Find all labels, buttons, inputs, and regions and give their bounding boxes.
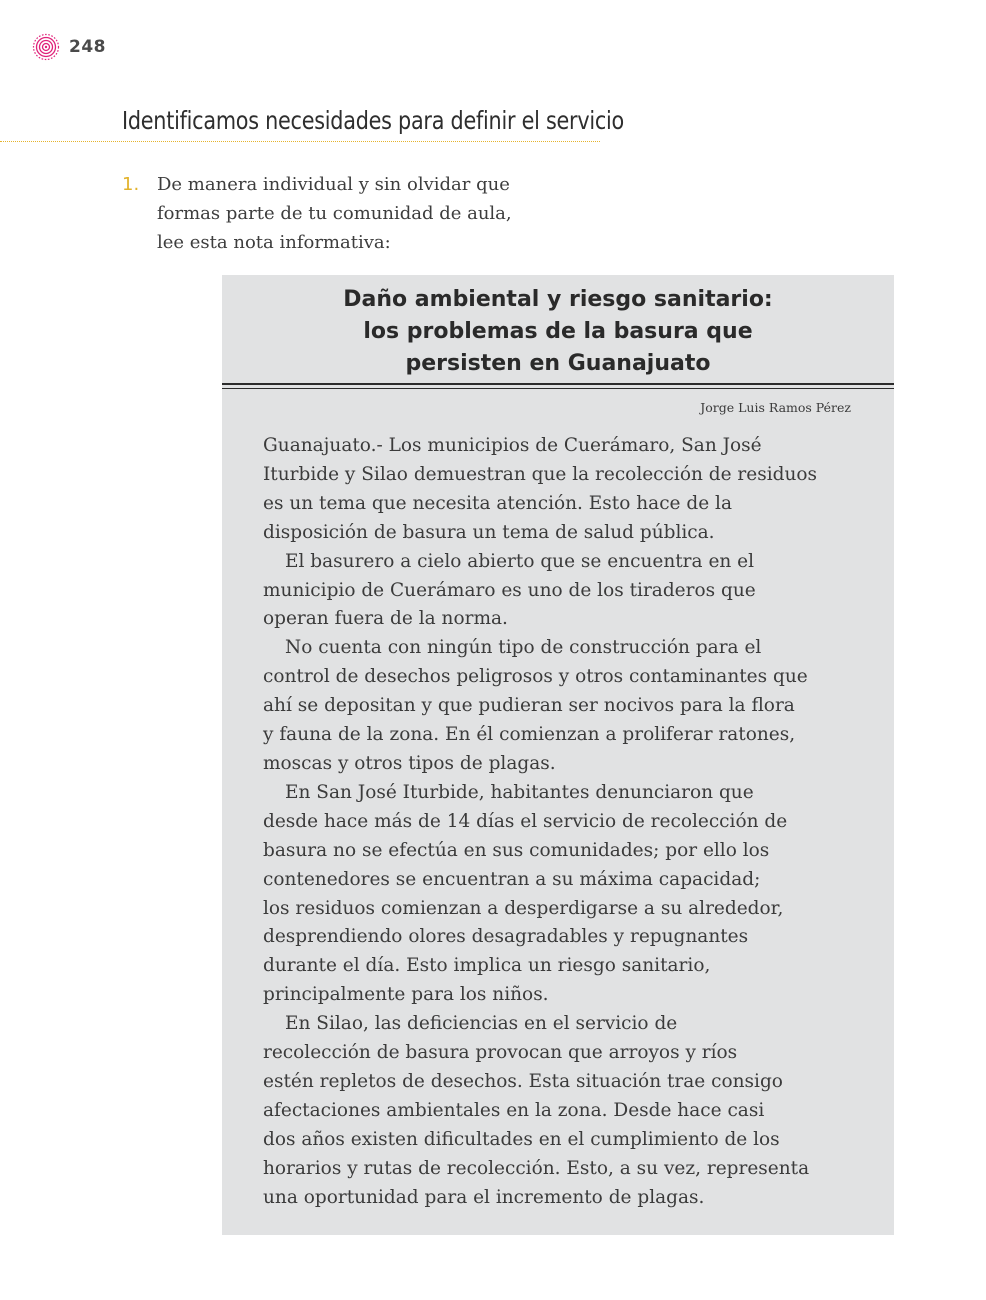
- article-paragraph: [263, 548, 863, 635]
- article-line: No cuenta con ningún tipo de construcción para el: [285, 637, 762, 659]
- article-line: En Silao, las deficiencias en el servicio de: [285, 1013, 678, 1035]
- article-author: Jorge Luis Ramos Pérez: [700, 400, 851, 415]
- page-number: 248: [69, 37, 106, 57]
- task-number: 1.: [122, 174, 140, 195]
- task-1: [122, 170, 577, 257]
- article-line: ahí se depositan y que pudieran ser nocivos para la flora: [263, 695, 795, 717]
- article-title-line: Daño ambiental y riesgo sanitario:: [343, 287, 773, 312]
- article-title-line: los problemas de la basura que: [363, 319, 753, 344]
- article-line: Iturbide y Silao demuestran que la recolección de residuos: [263, 463, 818, 485]
- article-line: moscas y otros tipos de plagas.: [263, 752, 556, 774]
- article-line: operan fuera de la norma.: [263, 608, 508, 630]
- news-article-box: [222, 275, 894, 1235]
- article-line: En San José Iturbide, habitantes denunciaron que: [285, 781, 754, 803]
- article-body: [263, 432, 863, 1212]
- task-instructions: [157, 170, 577, 257]
- article-line: una oportunidad para el incremento de plagas.: [263, 1186, 705, 1208]
- article-line: desde hace más de 14 días el servicio de recolección de: [263, 810, 788, 832]
- article-line: es un tema que necesita atención. Esto hace de la: [263, 492, 733, 514]
- section-title: Identificamos necesidades para definir el servicio: [122, 106, 625, 135]
- task-line: De manera individual y sin olvidar que: [157, 174, 510, 195]
- article-line: afectaciones ambientales en la zona. Desde hace casi: [263, 1099, 765, 1121]
- title-dotted-rule: [0, 141, 600, 142]
- article-line: Guanajuato.- Los municipios de Cuerámaro, San José: [263, 435, 762, 456]
- article-line: estén repletos de desechos. Esta situación trae consigo: [263, 1070, 783, 1092]
- article-paragraph: [263, 779, 863, 1010]
- article-line: contenedores se encuentran a su máxima capacidad;: [263, 868, 761, 890]
- article-line: El basurero a cielo abierto que se encuentra en el: [285, 550, 755, 572]
- article-line: control de desechos peligrosos y otros contaminantes que: [263, 666, 808, 688]
- article-header: [222, 275, 894, 385]
- article-line: basura no se efectúa en sus comunidades; por ello los: [263, 839, 770, 861]
- article-paragraph: [263, 634, 863, 779]
- article-line: principalmente para los niños.: [263, 984, 549, 1006]
- task-line: lee esta nota informativa:: [157, 232, 391, 253]
- article-line: los residuos comienzan a desperdigarse a su alrededor,: [263, 897, 784, 919]
- article-paragraph: [263, 1010, 863, 1212]
- page-marker: [32, 33, 106, 61]
- article-line: horarios y rutas de recolección. Esto, a su vez, representa: [263, 1157, 810, 1179]
- task-line: formas parte de tu comunidad de aula,: [157, 203, 512, 224]
- concentric-circles-icon: [32, 33, 60, 61]
- article-paragraph: [263, 432, 863, 548]
- article-line: dos años existen dificultades en el cumplimiento de los: [263, 1128, 780, 1150]
- article-line: durante el día. Esto implica un riesgo sanitario,: [263, 955, 711, 977]
- article-line: recolección de basura provocan que arroyos y ríos: [263, 1042, 738, 1064]
- article-title-line: persisten en Guanajuato: [405, 351, 711, 376]
- article-line: disposición de basura un tema de salud pública.: [263, 521, 715, 543]
- article-title: [222, 275, 894, 380]
- article-line: desprendiendo olores desagradables y repugnantes: [263, 926, 749, 948]
- article-line: y fauna de la zona. En él comienzan a proliferar ratones,: [263, 724, 796, 746]
- article-line: municipio de Cuerámaro es uno de los tiraderos que: [263, 579, 756, 601]
